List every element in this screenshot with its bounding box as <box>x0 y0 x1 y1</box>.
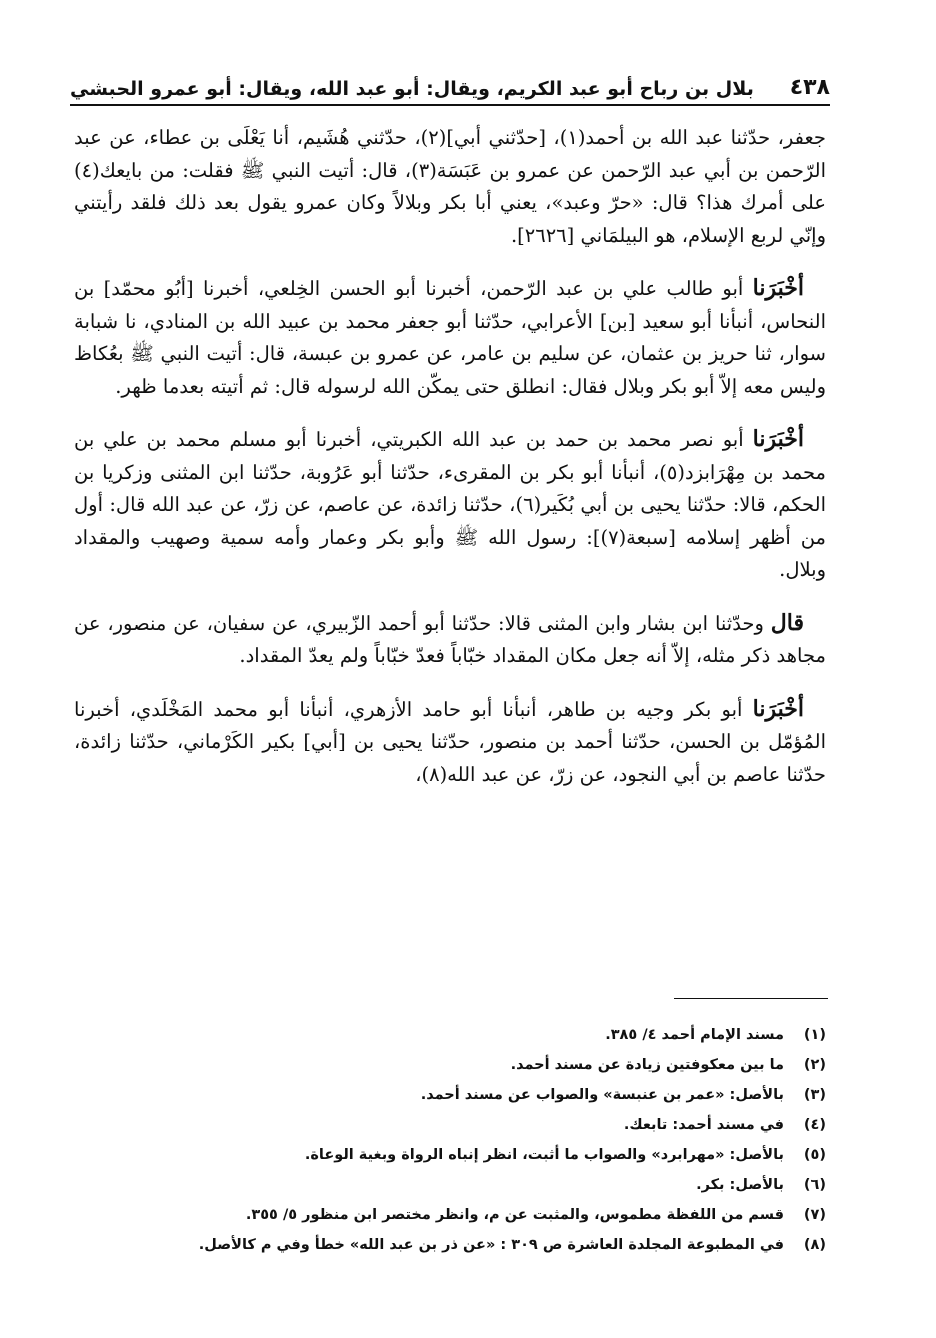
footnote-text: في المطبوعة المجلدة العاشرة ص ٣٠٩ : «عن ذر بن عبد الله» خطأ وفي م كالأصل. <box>198 1237 784 1253</box>
paragraph-text: أبو بكر وجيه بن طاهر، أنبأنا أبو حامد الأزهري، أنبأنا أبو محمد المَخْلَدي، أخبرنا المُؤمّل بن الحسن، حدّثنا أحمد بن منصور، حدّثنا يحيى بن [أبي] بكير الكَرْماني، حدّثنا زائدة، حدّثنا عاصم بن أبي النجود، عن زرّ، عن عبد الله(٨)، <box>74 697 826 786</box>
main-text <box>74 122 826 811</box>
footnote-number: (٨) <box>803 1237 826 1253</box>
footnote-item <box>150 1050 826 1080</box>
footnote-item <box>150 1230 826 1260</box>
footnote-text: بالأصل: «مهرابرد» والصواب ما أثبت، انظر إنباه الرواة وبغية الوعاة. <box>304 1147 784 1163</box>
paragraph-1 <box>74 122 826 252</box>
paragraph-2 <box>74 272 826 403</box>
running-title: بلال بن رباح أبو عبد الكريم، ويقال: أبو عبد الله، ويقال: أبو عمرو الحبشي <box>70 78 754 100</box>
paragraph-lead-word: قال <box>770 609 804 636</box>
paragraph-text: وحدّثنا ابن بشار وابن المثنى قالا: حدّثنا أبو أحمد الزّبيري، عن سفيان، عن منصور، عن مجاهد ذكر مثله، إلاّ أنه جعل مكان المقداد خبّاباً فعدّ خبّاباً ولم يعدّ المقداد. <box>74 611 826 667</box>
footnote-number: (٣) <box>803 1087 826 1103</box>
footnote-number: (٥) <box>803 1147 826 1163</box>
footnote-number: (٦) <box>803 1177 826 1193</box>
footnote-number: (٢) <box>803 1057 826 1073</box>
paragraph-4 <box>74 607 826 673</box>
paragraph-lead-word: أخْبَرَنا <box>752 695 804 722</box>
footnote-number: (٧) <box>803 1207 826 1223</box>
footnote-text: بالأصل: بكر. <box>696 1177 784 1193</box>
paragraph-5 <box>74 693 826 792</box>
paragraph-text: أبو طالب علي بن عبد الرّحمن، أخبرنا أبو الحسن الخِلعي، أخبرنا [أبُو محمّد] بن النحاس، أنبأنا أبو سعيد [بن] الأعرابي، حدّثنا أبو جعفر محمد بن عبيد الله بن المنادي، نا شبابة سوار، ثنا حريز بن عثمان، عن سليم بن عامر، عن عمرو بن عبسة، قال: أتيت النبي ﷺ بعُكاظ وليس معه إلاّ أبو بكر وبلال فقال: انطلق حتى يمكّن الله لرسوله قال: ثم أتيته بعدما ظهر. <box>74 277 826 398</box>
footnote-item <box>150 1110 826 1140</box>
footnote-text: ما بين معكوفتين زيادة عن مسند أحمد. <box>510 1057 784 1073</box>
footnote-text: بالأصل: «عمر بن عنبسة» والصواب عن مسند أحمد. <box>420 1087 784 1103</box>
footnote-text: في مسند أحمد: تابعك. <box>623 1117 784 1133</box>
paragraph-lead-word: أخْبَرَنا <box>752 275 804 301</box>
page-number: ٤٣٨ <box>789 75 830 100</box>
footnote-divider <box>674 998 828 999</box>
footnotes-list <box>150 1020 826 1260</box>
footnote-item <box>150 1020 826 1050</box>
footnote-text: قسم من اللفظة مطموس، والمثبت عن م، وانظر مختصر ابن منظور ٥/ ٣٥٥. <box>245 1207 784 1223</box>
footnote-item <box>150 1140 826 1170</box>
footnote-item <box>150 1200 826 1230</box>
paragraph-3 <box>74 423 826 587</box>
paragraph-lead-word: أخْبَرَنا <box>752 426 804 452</box>
page-header <box>70 62 830 106</box>
footnote-item <box>150 1080 826 1110</box>
paragraph-text: أبو نصر محمد بن حمد بن عبد الله الكبريتي، أخبرنا أبو مسلم محمد بن علي بن محمد بن مِهْرَابزد(٥)، أنبأنا أبو بكر بن المقرىء، حدّثنا أبو عَرُوبة، حدّثنا ابن المثنى وزكريا بن الحكم، قالا: حدّثنا يحيى بن أبي بُكَير(٦)، حدّثنا زائدة، عن عاصم، عن زرّ، عن عبد الله قال: أول من أظهر إسلامه [سبعة(٧)]: رسول الله ﷺ وأبو بكر وعمار وأمه سمية وصهيب والمقداد وبلال. <box>74 428 826 581</box>
footnote-number: (١) <box>803 1027 826 1043</box>
footnote-text: مسند الإمام أحمد ٤/ ٣٨٥. <box>605 1027 784 1043</box>
paragraph-text: جعفر، حدّثنا عبد الله بن أحمد(١)، [حدّثني أبي](٢)، حدّثني هُشَيم، أنا يَعْلَى بن عطاء، عن عبد الرّحمن بن أبي عبد الرّحمن عن عمرو بن عَبَسَة(٣)، قال: أتيت النبي ﷺ فقلت: من بايعك(٤) على أمرك هذا؟ قال: «حرّ وعبد»، يعني أبا بكر وبلالاً وكان عمرو يقول بعد ذلك فلقد رأيتني وإنّي لربع الإسلام، هو البيلمَاني [٢٦٢٦]. <box>74 126 827 247</box>
footnote-number: (٤) <box>803 1117 826 1133</box>
footnote-item <box>150 1170 826 1200</box>
